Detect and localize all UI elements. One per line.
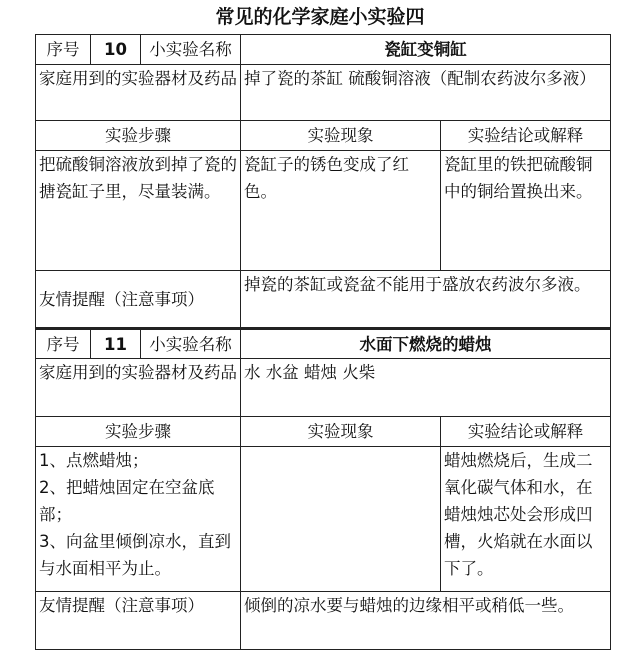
materials-label: 家庭用到的实验器材及药品 (36, 359, 241, 417)
steps-header: 实验步骤 (36, 417, 241, 447)
step-item: 3、向盆里倾倒凉水，直到与水面相平为止。 (39, 532, 231, 578)
exp11-columns-row (36, 417, 611, 447)
reminder-label: 友情提醒（注意事项） (36, 271, 241, 329)
phenomena-header: 实验现象 (241, 417, 441, 447)
phenomena-value: 瓷缸子的锈色变成了红色。 (241, 151, 441, 271)
exp11-materials-row (36, 359, 611, 417)
materials-label: 家庭用到的实验器材及药品 (36, 65, 241, 121)
exp-name: 瓷缸变铜缸 (241, 35, 611, 65)
exp-number: 10 (91, 35, 141, 65)
exp10-reminder-row (36, 271, 611, 329)
exp11-content-row (36, 447, 611, 592)
materials-value: 水 水盆 蜡烛 火柴 (241, 359, 611, 417)
seq-label: 序号 (36, 329, 91, 359)
exp10-content-row (36, 151, 611, 271)
reminder-label: 友情提醒（注意事项） (36, 592, 241, 650)
name-label: 小实验名称 (141, 35, 241, 65)
exp10-columns-row (36, 121, 611, 151)
phenomena-value (241, 447, 441, 592)
exp11-reminder-row (36, 592, 611, 650)
exp-name: 水面下燃烧的蜡烛 (241, 329, 611, 359)
name-label: 小实验名称 (141, 329, 241, 359)
exp10-materials-row (36, 65, 611, 121)
step-item: 1、点燃蜡烛； (39, 451, 149, 470)
experiments-table (35, 34, 611, 650)
materials-value: 掉了瓷的茶缸 硫酸铜溶液（配制农药波尔多液） (241, 65, 611, 121)
steps-header: 实验步骤 (36, 121, 241, 151)
steps-value: 把硫酸铜溶液放到掉了瓷的搪瓷缸子里，尽量装满。 (36, 151, 241, 271)
seq-label: 序号 (36, 35, 91, 65)
phenomena-header: 实验现象 (241, 121, 441, 151)
conclusion-value: 瓷缸里的铁把硫酸铜中的铜给置换出来。 (441, 151, 611, 271)
steps-value (36, 447, 241, 592)
reminder-value: 倾倒的凉水要与蜡烛的边缘相平或稍低一些。 (241, 592, 611, 650)
exp11-header-row (36, 329, 611, 359)
exp-number: 11 (91, 329, 141, 359)
exp10-header-row (36, 35, 611, 65)
reminder-value: 掉瓷的茶缸或瓷盆不能用于盛放农药波尔多液。 (241, 271, 611, 329)
conclusion-header: 实验结论或解释 (441, 417, 611, 447)
conclusion-value: 蜡烛燃烧后，生成二氧化碳气体和水，在蜡烛烛芯处会形成凹槽，火焰就在水面以下了。 (441, 447, 611, 592)
step-item: 2、把蜡烛固定在空盆底部； (39, 478, 215, 524)
conclusion-header: 实验结论或解释 (441, 121, 611, 151)
page-title: 常见的化学家庭小实验四 (215, 6, 425, 28)
